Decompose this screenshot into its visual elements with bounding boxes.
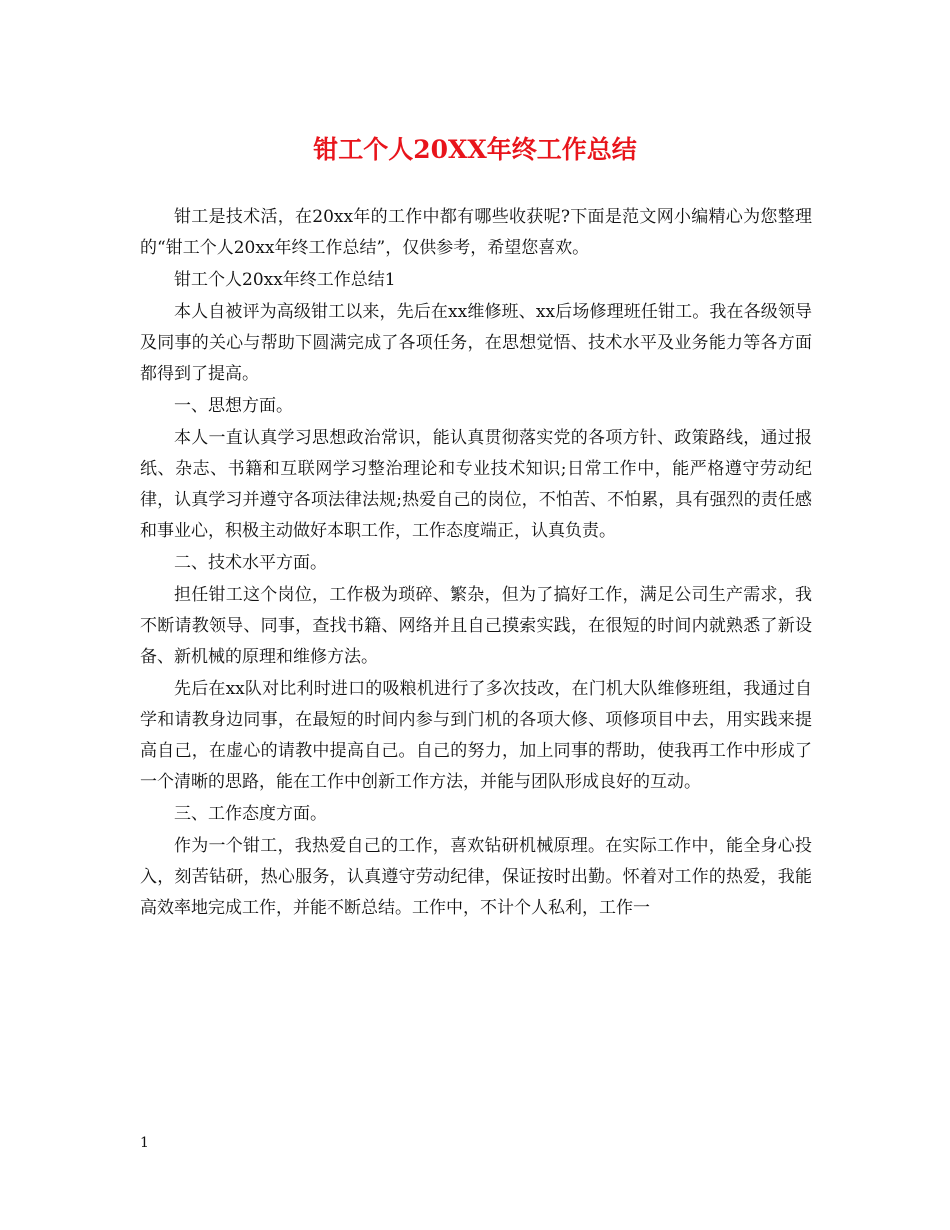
section-heading-attitude: 三、工作态度方面。 bbox=[174, 804, 327, 824]
paragraph-opening: 本人自被评为高级钳工以来，先后在xx维修班、xx后场修理班任钳工。我在各级领导及同事的关心与帮助下圆满完成了各项任务，在思想觉悟、技术水平及业务能力等各方面都得到了提高。 bbox=[140, 302, 812, 384]
section-heading-thought: 一、思想方面。 bbox=[174, 396, 293, 416]
paragraph-thought: 本人一直认真学习思想政治常识，能认真贯彻落实党的各项方针、政策路线，通过报纸、杂志、书籍和互联网学习整治理论和专业技术知识;日常工作中，能严格遵守劳动纪律，认真学习并遵守各项法律法规;热爱自己的岗位，不怕苦、不怕累，具有强烈的责任感和事业心，积极主动做好本职工作，工作态度端正，认真负责。 bbox=[140, 428, 812, 541]
paragraph-intro: 钳工是技术活，在20xx年的工作中都有哪些收获呢?下面是范文网小编精心为您整理的“钳工个人20xx年终工作总结”，仅供参考，希望您喜欢。 bbox=[140, 207, 812, 258]
paragraph-subtitle: 钳工个人20xx年终工作总结1 bbox=[174, 270, 396, 290]
document-body bbox=[140, 202, 812, 925]
document-title: 钳工个人20XX年终工作总结 bbox=[313, 135, 637, 164]
paragraph-technical-practice: 先后在xx队对比利时进口的吸粮机进行了多次技改，在门机大队维修班组，我通过自学和请教身边同事，在最短的时间内参与到门机的各项大修、项修项目中去，用实践来提高自己，在虚心的请教中提高自己。自己的努力，加上同事的帮助，使我再工作中形成了一个清晰的思路，能在工作中创新工作方法，并能与团队形成良好的互动。 bbox=[140, 679, 812, 792]
paragraph-technical: 担任钳工这个岗位，工作极为琐碎、繁杂，但为了搞好工作，满足公司生产需求，我不断请教领导、同事，查找书籍、网络并且自己摸索实践，在很短的时间内就熟悉了新设备、新机械的原理和维修方法。 bbox=[140, 585, 812, 667]
paragraph-attitude: 作为一个钳工，我热爱自己的工作，喜欢钻研机械原理。在实际工作中，能全身心投入，刻苦钻研，热心服务，认真遵守劳动纪律，保证按时出勤。怀着对工作的热爱，我能高效率地完成工作，并能不断总结。工作中，不计个人私利，工作一 bbox=[140, 836, 812, 918]
section-heading-technical: 二、技术水平方面。 bbox=[174, 553, 327, 573]
page-number: 1 bbox=[140, 1135, 149, 1151]
